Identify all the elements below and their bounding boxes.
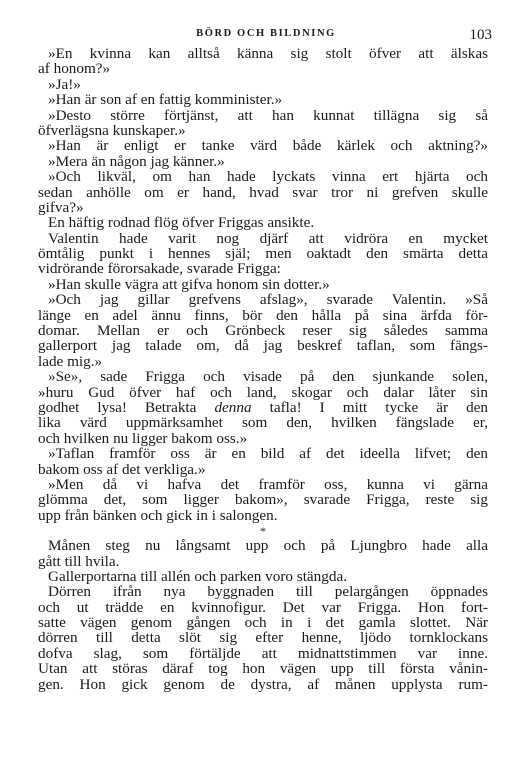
text-line: »Se», sade Frigga och visade på den sjunkande solen, bbox=[48, 368, 488, 386]
text-line: gifva?» bbox=[38, 198, 84, 216]
text-line: gen. Hon gick genom de dystra, af månen upplysta rum- bbox=[38, 675, 488, 693]
text-line: »Han är enligt er tanke värd både kärlek och aktning?» bbox=[48, 137, 488, 155]
text-line: Utan att störas däraf tog hon vägen upp till första vånin- bbox=[38, 660, 488, 678]
text-line bbox=[38, 400, 488, 415]
text-line: af honom?» bbox=[38, 60, 111, 78]
text-line: »Desto större förtjänst, att han kunnat tillägna sig så bbox=[48, 106, 488, 124]
text-line: Månen steg nu långsamt upp och på Ljungbro hade alla bbox=[48, 537, 488, 555]
text-line: Gallerportarna till allén och parken voro stängda. bbox=[48, 567, 347, 585]
body-text bbox=[38, 46, 488, 692]
text-line: »Ja!» bbox=[48, 75, 81, 93]
text-line: och ut trädde en kvinnofigur. Det var Frigga. Hon fort- bbox=[38, 598, 488, 616]
text-line: vidrörande förorsakade, svarade Frigga: bbox=[38, 260, 281, 278]
text-line: Valentin hade varit nog djärf att vidröra en mycket bbox=[48, 229, 488, 247]
text-line: »Han skulle vägra att gifva honom sin dotter.» bbox=[48, 275, 330, 293]
text-line: sedan anhölle om er hand, hvad svar tror ni grefven skulle bbox=[38, 183, 488, 201]
text-line: domar. Mellan er och Grönbeck reser sig således samma bbox=[38, 322, 488, 340]
text-line: »En kvinna kan alltså känna sig stolt öfver att älskas bbox=[48, 45, 488, 62]
emphasized-word: denna bbox=[214, 398, 252, 416]
text-line: satte vägen genom gången och in i det gamla slottet. När bbox=[38, 614, 488, 632]
text-line: »Han är son af en fattig komminister.» bbox=[48, 91, 283, 109]
text-line: öfverlägsna kunskaper.» bbox=[38, 121, 186, 139]
text-line: länge en adel ännu finns, bör den hålla på sina ärfda för- bbox=[38, 306, 488, 324]
text-line: lika värd uppmärksamhet som den, hvilken fängslade er, bbox=[38, 414, 488, 432]
page-number: 103 bbox=[469, 27, 492, 43]
text-line: En häftig rodnad flög öfver Friggas ansikte. bbox=[48, 214, 315, 232]
running-title: BÖRD OCH BILDNING bbox=[196, 28, 336, 39]
text-run: tafla! I mitt tycke är den bbox=[251, 398, 488, 416]
text-run: godhet lysa! Betrakta bbox=[38, 398, 215, 416]
text-line: »Mera än någon jag känner.» bbox=[48, 152, 225, 170]
text-line: ömtålig punkt i hennes själ; men oaktadt den smärta detta bbox=[38, 245, 488, 263]
text-line: Dörren ifrån nya byggnaden till pelargången öppnades bbox=[48, 583, 488, 601]
text-line: lade mig.» bbox=[38, 352, 103, 370]
text-line: »Taflan framför oss är en bild af det ideella lifvet; den bbox=[48, 445, 488, 463]
text-line: »Men då vi hafva det framför oss, kunna vi gärna bbox=[48, 475, 488, 493]
text-line: och hvilken nu ligger bakom oss.» bbox=[38, 429, 248, 447]
section-separator: * bbox=[260, 524, 266, 539]
text-line: »Och jag gillar grefvens afslag», svarade Valentin. »Så bbox=[48, 291, 488, 309]
text-line: gallerport jag talade om, då jag beskref taflan, som fängs- bbox=[38, 337, 488, 355]
text-line: upp från bänken och gick in i salongen. bbox=[38, 506, 278, 524]
text-line: dofva slag, som förtäljde att midnattstimmen var inne. bbox=[38, 644, 488, 662]
text-line: glömma det, som ligger bakom», svarade Frigga, reste sig bbox=[38, 491, 488, 509]
text-line: gått till hvila. bbox=[38, 552, 120, 570]
text-line: »huru Gud öfver haf och land, skogar och dalar låter sin bbox=[38, 383, 488, 401]
text-line: bakom oss af det verkliga.» bbox=[38, 460, 206, 478]
text-line: »Och likväl, om han hade lyckats vinna ert hjärta och bbox=[48, 168, 488, 186]
text-line: dörren till detta slöt sig efter henne, ljödo tornklockans bbox=[38, 629, 488, 647]
